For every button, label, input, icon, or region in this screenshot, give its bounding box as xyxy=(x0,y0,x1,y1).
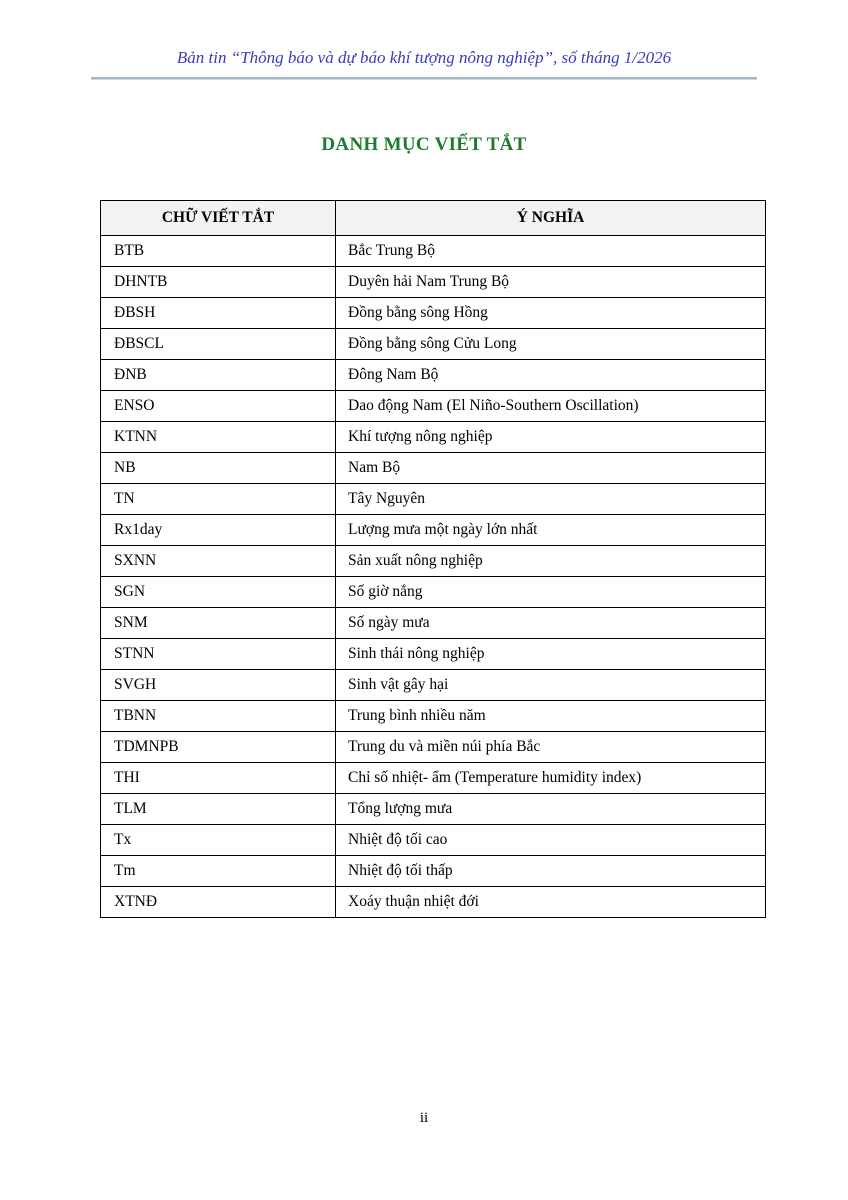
table-row xyxy=(101,825,766,856)
abbreviation-cell: TLM xyxy=(101,794,336,825)
table-row xyxy=(101,236,766,267)
abbreviation-cell: TN xyxy=(101,484,336,515)
abbreviation-cell: ĐNB xyxy=(101,360,336,391)
meaning-cell: Xoáy thuận nhiệt đới xyxy=(336,887,766,918)
meaning-cell: Tây Nguyên xyxy=(336,484,766,515)
meaning-cell: Nhiệt độ tối thấp xyxy=(336,856,766,887)
abbreviation-cell: KTNN xyxy=(101,422,336,453)
table-row xyxy=(101,577,766,608)
column-header-abbreviation: CHỮ VIẾT TẮT xyxy=(101,201,336,236)
meaning-cell: Trung du và miền núi phía Bắc xyxy=(336,732,766,763)
meaning-cell: Dao động Nam (El Niño-Southern Oscillation) xyxy=(336,391,766,422)
meaning-cell: Sinh vật gây hại xyxy=(336,670,766,701)
table-row xyxy=(101,794,766,825)
table-row xyxy=(101,639,766,670)
meaning-cell: Khí tượng nông nghiệp xyxy=(336,422,766,453)
abbreviation-cell: Tm xyxy=(101,856,336,887)
table-row xyxy=(101,546,766,577)
meaning-cell: Sản xuất nông nghiệp xyxy=(336,546,766,577)
table-row xyxy=(101,484,766,515)
abbreviation-cell: ĐBSH xyxy=(101,298,336,329)
table-row xyxy=(101,422,766,453)
abbreviation-cell: STNN xyxy=(101,639,336,670)
table-row xyxy=(101,267,766,298)
header-rule xyxy=(91,77,757,80)
table-row xyxy=(101,360,766,391)
meaning-cell: Đồng bằng sông Hồng xyxy=(336,298,766,329)
table-row xyxy=(101,856,766,887)
meaning-cell: Đông Nam Bộ xyxy=(336,360,766,391)
column-header-meaning: Ý NGHĨA xyxy=(336,201,766,236)
abbreviations-table xyxy=(100,200,766,918)
table-row xyxy=(101,298,766,329)
meaning-cell: Nhiệt độ tối cao xyxy=(336,825,766,856)
meaning-cell: Chỉ số nhiệt- ẩm (Temperature humidity index) xyxy=(336,763,766,794)
table-row xyxy=(101,887,766,918)
abbreviation-cell: TDMNPB xyxy=(101,732,336,763)
bulletin-header: Bản tin “Thông báo và dự báo khí tượng nông nghiệp”, số tháng 1/2026 xyxy=(176,48,672,67)
table-row xyxy=(101,329,766,360)
abbreviation-cell: SVGH xyxy=(101,670,336,701)
abbreviation-cell: NB xyxy=(101,453,336,484)
meaning-cell: Nam Bộ xyxy=(336,453,766,484)
abbreviation-cell: SNM xyxy=(101,608,336,639)
meaning-cell: Lượng mưa một ngày lớn nhất xyxy=(336,515,766,546)
abbreviation-cell: THI xyxy=(101,763,336,794)
table-row xyxy=(101,701,766,732)
page-title: DANH MỤC VIẾT TẮT xyxy=(321,134,527,155)
abbreviation-cell: BTB xyxy=(101,236,336,267)
abbreviation-cell: Tx xyxy=(101,825,336,856)
table-row xyxy=(101,391,766,422)
abbreviation-cell: ENSO xyxy=(101,391,336,422)
abbreviation-cell: TBNN xyxy=(101,701,336,732)
meaning-cell: Số ngày mưa xyxy=(336,608,766,639)
meaning-cell: Duyên hải Nam Trung Bộ xyxy=(336,267,766,298)
abbreviation-cell: XTNĐ xyxy=(101,887,336,918)
table-header-row xyxy=(101,201,766,236)
abbreviation-cell: Rx1day xyxy=(101,515,336,546)
abbreviation-cell: SXNN xyxy=(101,546,336,577)
meaning-cell: Sinh thái nông nghiệp xyxy=(336,639,766,670)
table-row xyxy=(101,453,766,484)
table-row xyxy=(101,515,766,546)
meaning-cell: Đồng bằng sông Cửu Long xyxy=(336,329,766,360)
table-row xyxy=(101,670,766,701)
abbreviation-cell: ĐBSCL xyxy=(101,329,336,360)
meaning-cell: Bắc Trung Bộ xyxy=(336,236,766,267)
page-number: ii xyxy=(419,1110,429,1126)
table-row xyxy=(101,763,766,794)
abbreviation-cell: SGN xyxy=(101,577,336,608)
meaning-cell: Số giờ nắng xyxy=(336,577,766,608)
table-row xyxy=(101,732,766,763)
abbreviation-cell: DHNTB xyxy=(101,267,336,298)
table-row xyxy=(101,608,766,639)
meaning-cell: Tổng lượng mưa xyxy=(336,794,766,825)
meaning-cell: Trung bình nhiều năm xyxy=(336,701,766,732)
